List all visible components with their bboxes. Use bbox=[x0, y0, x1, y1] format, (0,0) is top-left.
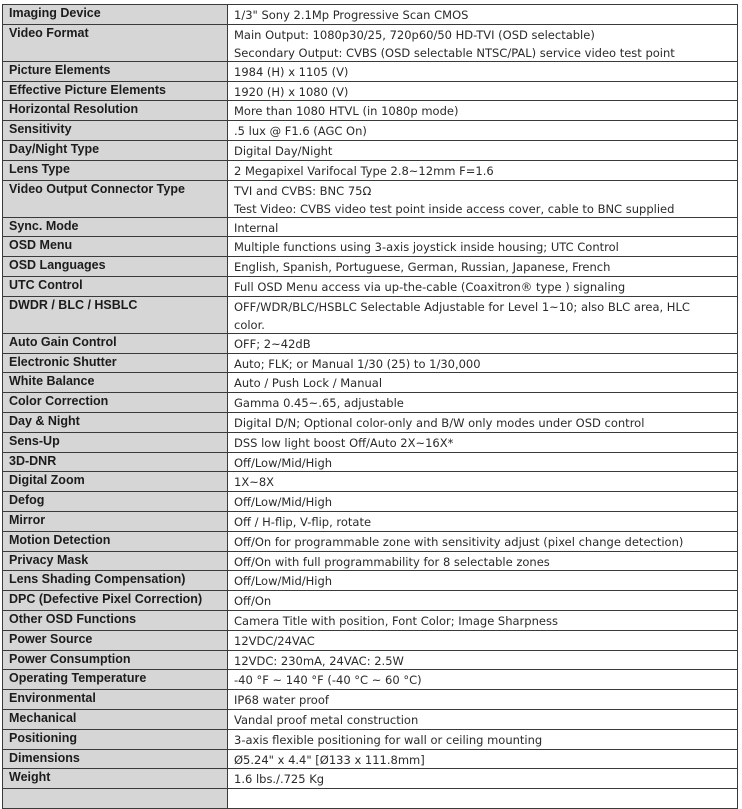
spec-label: Defog bbox=[3, 492, 228, 512]
spec-value-line: 1/3" Sony 2.1Mp Progressive Scan CMOS bbox=[234, 8, 469, 22]
spec-label: Positioning bbox=[3, 729, 228, 749]
spec-value-line: 1X~8X bbox=[234, 475, 275, 490]
spec-value bbox=[228, 749, 738, 769]
spec-label: Color Correction bbox=[3, 393, 228, 413]
spec-value-line: English, Spanish, Portuguese, German, Russian, Japanese, French bbox=[234, 260, 611, 275]
table-row bbox=[3, 333, 738, 353]
spec-value bbox=[228, 237, 738, 257]
spec-value-line: OFF/WDR/BLC/HSBLC Selectable Adjustable for Level 1~10; also BLC area, HLC bbox=[234, 299, 690, 314]
spec-value-line bbox=[234, 789, 737, 791]
spec-label: Dimensions bbox=[3, 749, 228, 769]
table-row bbox=[3, 650, 738, 670]
spec-value bbox=[228, 650, 738, 670]
table-row bbox=[3, 276, 738, 296]
spec-label: DPC (Defective Pixel Correction) bbox=[3, 591, 228, 611]
table-row bbox=[3, 257, 738, 277]
spec-label: Video Output Connector Type bbox=[3, 180, 228, 217]
spec-value bbox=[228, 121, 738, 141]
spec-label: Auto Gain Control bbox=[3, 333, 228, 353]
spec-value-line: Camera Title with position, Font Color; Image Sharpness bbox=[234, 613, 558, 628]
spec-value-line: Ø5.24" x 4.4" [Ø133 x 111.8mm] bbox=[234, 752, 425, 767]
spec-label: Lens Type bbox=[3, 160, 228, 180]
spec-value bbox=[228, 180, 738, 217]
table-row bbox=[3, 237, 738, 257]
spec-value-line: 3-axis flexible positioning for wall or ceiling mounting bbox=[234, 732, 543, 747]
table-row bbox=[3, 61, 738, 81]
spec-label: Imaging Device bbox=[3, 5, 228, 25]
table-row bbox=[3, 412, 738, 432]
spec-label: Mechanical bbox=[3, 709, 228, 729]
table-row bbox=[3, 630, 738, 650]
table-row bbox=[3, 531, 738, 551]
table-row bbox=[3, 709, 738, 729]
spec-label: White Balance bbox=[3, 373, 228, 393]
spec-value bbox=[228, 412, 738, 432]
spec-value bbox=[228, 276, 738, 296]
spec-value bbox=[228, 373, 738, 393]
spec-value-line: 2 Megapixel Varifocal Type 2.8~12mm F=1.6 bbox=[234, 163, 494, 178]
spec-value bbox=[228, 670, 738, 690]
table-row bbox=[3, 789, 738, 809]
spec-label: Weight bbox=[3, 769, 228, 789]
spec-value bbox=[228, 591, 738, 611]
table-row bbox=[3, 492, 738, 512]
spec-label: Day & Night bbox=[3, 412, 228, 432]
spec-value bbox=[228, 630, 738, 650]
spec-label: Digital Zoom bbox=[3, 472, 228, 492]
spec-value-line: Off/Low/Mid/High bbox=[234, 455, 333, 470]
spec-value bbox=[228, 81, 738, 101]
spec-label: Privacy Mask bbox=[3, 551, 228, 571]
spec-value-line: Off/On with full programmability for 8 selectable zones bbox=[234, 554, 550, 569]
spec-value-line: More than 1080 HTVL (in 1080p mode) bbox=[234, 104, 459, 119]
table-row bbox=[3, 101, 738, 121]
table-row bbox=[3, 769, 738, 789]
spec-label: OSD Menu bbox=[3, 237, 228, 257]
spec-value-line: IP68 water proof bbox=[234, 693, 329, 708]
spec-value-line: -40 °F ~ 140 °F (-40 °C ~ 60 °C) bbox=[234, 673, 422, 688]
spec-value-line: Off/Low/Mid/High bbox=[234, 495, 333, 510]
spec-value bbox=[228, 729, 738, 749]
spec-label: OSD Languages bbox=[3, 257, 228, 277]
table-row bbox=[3, 432, 738, 452]
spec-table bbox=[2, 4, 738, 809]
table-row bbox=[3, 452, 738, 472]
spec-value-line: Multiple functions using 3-axis joystick inside housing; UTC Control bbox=[234, 240, 619, 255]
spec-label: Video Format bbox=[3, 24, 228, 61]
table-row bbox=[3, 160, 738, 180]
spec-value-line: 12VDC/24VAC bbox=[234, 633, 315, 648]
spec-value bbox=[228, 61, 738, 81]
table-row bbox=[3, 5, 738, 25]
spec-value bbox=[228, 511, 738, 531]
spec-value bbox=[228, 571, 738, 591]
spec-label: Horizontal Resolution bbox=[3, 101, 228, 121]
spec-value-line: Digital Day/Night bbox=[234, 143, 333, 158]
table-row bbox=[3, 551, 738, 571]
table-row bbox=[3, 610, 738, 630]
table-row bbox=[3, 140, 738, 160]
spec-label: Picture Elements bbox=[3, 61, 228, 81]
spec-value bbox=[228, 769, 738, 789]
spec-value bbox=[228, 353, 738, 373]
table-row bbox=[3, 571, 738, 591]
spec-value-line: .5 lux @ F1.6 (AGC On) bbox=[234, 124, 367, 139]
spec-label: UTC Control bbox=[3, 276, 228, 296]
table-row bbox=[3, 373, 738, 393]
spec-table-body bbox=[3, 5, 738, 809]
spec-value bbox=[228, 257, 738, 277]
spec-value-line: Full OSD Menu access via up-the-cable (Coaxitron® type ) signaling bbox=[234, 279, 626, 294]
spec-value-line: 1920 (H) x 1080 (V) bbox=[234, 84, 349, 99]
table-row bbox=[3, 670, 738, 690]
spec-label: Mirror bbox=[3, 511, 228, 531]
spec-value-line: Internal bbox=[234, 220, 279, 235]
spec-value-line: OFF; 2~42dB bbox=[234, 336, 311, 351]
spec-value-line: 12VDC: 230mA, 24VAC: 2.5W bbox=[234, 653, 404, 668]
table-row bbox=[3, 180, 738, 217]
spec-value-line: color. bbox=[234, 317, 265, 332]
spec-label bbox=[3, 789, 228, 809]
spec-label: Power Source bbox=[3, 630, 228, 650]
spec-value bbox=[228, 140, 738, 160]
spec-label: 3D-DNR bbox=[3, 452, 228, 472]
spec-value-line: Test Video: CVBS video test point inside access cover, cable to BNC supplied bbox=[234, 201, 675, 216]
spec-value-line: Vandal proof metal construction bbox=[234, 712, 419, 727]
spec-value bbox=[228, 160, 738, 180]
spec-label: Electronic Shutter bbox=[3, 353, 228, 373]
spec-value-line: Off/Low/Mid/High bbox=[234, 574, 333, 589]
spec-value-line: TVI and CVBS: BNC 75Ω bbox=[234, 183, 372, 198]
spec-value-line: Off/On for programmable zone with sensitivity adjust (pixel change detection) bbox=[234, 534, 684, 549]
spec-label: Motion Detection bbox=[3, 531, 228, 551]
spec-label: Environmental bbox=[3, 690, 228, 710]
table-row bbox=[3, 121, 738, 141]
table-row bbox=[3, 472, 738, 492]
spec-value-line: Gamma 0.45~.65, adjustable bbox=[234, 396, 404, 411]
spec-value-line: Digital D/N; Optional color-only and B/W only modes under OSD control bbox=[234, 415, 645, 430]
table-row bbox=[3, 353, 738, 373]
spec-label: Effective Picture Elements bbox=[3, 81, 228, 101]
spec-label: Power Consumption bbox=[3, 650, 228, 670]
table-row bbox=[3, 511, 738, 531]
spec-value bbox=[228, 5, 738, 25]
spec-value-line: Off/On bbox=[234, 594, 272, 609]
spec-value bbox=[228, 789, 738, 809]
table-row bbox=[3, 296, 738, 333]
spec-label: DWDR / BLC / HSBLC bbox=[3, 296, 228, 333]
table-row bbox=[3, 690, 738, 710]
spec-label: Sync. Mode bbox=[3, 217, 228, 237]
table-row bbox=[3, 81, 738, 101]
spec-value-line: Secondary Output: CVBS (OSD selectable NTSC/PAL) service video test point bbox=[234, 45, 675, 60]
spec-value bbox=[228, 101, 738, 121]
spec-value-line: DSS low light boost Off/Auto 2X~16X* bbox=[234, 435, 454, 450]
spec-label: Sensitivity bbox=[3, 121, 228, 141]
table-row bbox=[3, 24, 738, 61]
table-row bbox=[3, 729, 738, 749]
table-row bbox=[3, 393, 738, 413]
spec-value bbox=[228, 296, 738, 333]
spec-value bbox=[228, 452, 738, 472]
spec-value bbox=[228, 531, 738, 551]
spec-label: Operating Temperature bbox=[3, 670, 228, 690]
spec-value bbox=[228, 217, 738, 237]
spec-value-line: 1984 (H) x 1105 (V) bbox=[234, 64, 349, 79]
spec-value-line: Auto / Push Lock / Manual bbox=[234, 376, 383, 391]
spec-value-line: Main Output: 1080p30/25, 720p60/50 HD-TVI (OSD selectable) bbox=[234, 27, 595, 42]
spec-value bbox=[228, 492, 738, 512]
spec-value bbox=[228, 610, 738, 630]
spec-label: Other OSD Functions bbox=[3, 610, 228, 630]
spec-label: Lens Shading Compensation) bbox=[3, 571, 228, 591]
spec-value-line: Auto; FLK; or Manual 1/30 (25) to 1/30,000 bbox=[234, 356, 481, 371]
spec-value bbox=[228, 393, 738, 413]
spec-label: Day/Night Type bbox=[3, 140, 228, 160]
spec-label: Sens-Up bbox=[3, 432, 228, 452]
spec-value bbox=[228, 690, 738, 710]
spec-value-line: Off / H-flip, V-flip, rotate bbox=[234, 514, 372, 529]
spec-value bbox=[228, 709, 738, 729]
spec-value bbox=[228, 24, 738, 61]
table-row bbox=[3, 591, 738, 611]
spec-value bbox=[228, 551, 738, 571]
table-row bbox=[3, 749, 738, 769]
spec-value bbox=[228, 333, 738, 353]
table-row bbox=[3, 217, 738, 237]
spec-value-line: 1.6 lbs./.725 Kg bbox=[234, 772, 325, 787]
spec-value bbox=[228, 432, 738, 452]
spec-value bbox=[228, 472, 738, 492]
